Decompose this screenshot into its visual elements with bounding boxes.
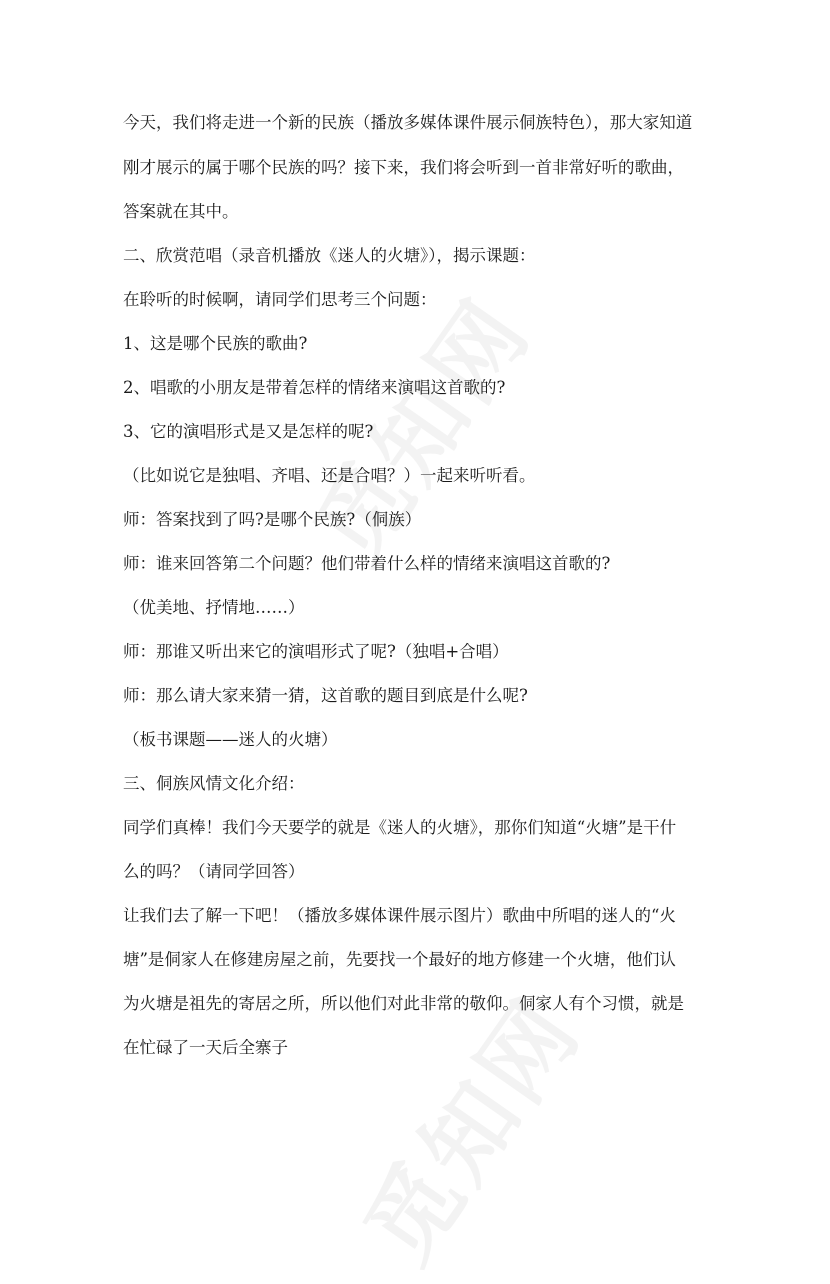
paragraph-line: （板书课题——迷人的火塘） [123,730,338,749]
section-heading: 三、侗族风情文化介绍： [123,774,305,793]
paragraph-line: 塘”是侗家人在修建房屋之前，先要找一个最好的地方修建一个火塘，他们认 [123,950,676,969]
paragraph-line: 在忙碌了一天后全寨子 [123,1038,288,1057]
paragraph-line: 今天，我们将走进一个新的民族（播放多媒体课件展示侗族特色），那大家知道 [123,113,693,132]
paragraph-line: （优美地、抒情地……） [123,598,305,617]
dialogue-line: 师：谁来回答第二个问题？他们带着什么样的情绪来演唱这首歌的? [123,554,611,573]
dialogue-line: 师：那么请大家来猜一猜，这首歌的题目到底是什么呢? [123,686,528,705]
paragraph-line: 在聆听的时候啊，请同学们思考三个问题： [123,290,437,309]
paragraph-line: 么的吗？（请同学回答） [123,862,305,881]
paragraph-line: 同学们真棒！我们今天要学的就是《迷人的火塘》，那你们知道“火塘”是干什 [123,818,677,837]
section-heading: 二、欣赏范唱（录音机播放《迷人的火塘》），揭示课题： [123,246,536,265]
paragraph-line: 让我们去了解一下吧！（播放多媒体课件展示图片）歌曲中所唱的迷人的“火 [123,906,676,925]
dialogue-line: 师：那谁又听出来它的演唱形式了呢?（独唱+合唱） [123,642,509,661]
list-item: 2、唱歌的小朋友是带着怎样的情绪来演唱这首歌的? [123,378,506,397]
paragraph-line: 刚才展示的属于哪个民族的吗？接下来，我们将会听到一首非常好听的歌曲， [123,158,684,177]
dialogue-line: 师：答案找到了吗?是哪个民族?（侗族） [123,510,422,529]
paragraph-line: （比如说它是独唱、齐唱、还是合唱？）一起来听听看。 [123,466,536,485]
list-item: 1、这是哪个民族的歌曲? [123,334,308,353]
paragraph-line: 答案就在其中。 [123,202,239,221]
list-item: 3、它的演唱形式是又是怎样的呢? [123,422,374,441]
paragraph-line: 为火塘是祖先的寄居之所，所以他们对此非常的敬仰。侗家人有个习惯，就是 [123,994,684,1013]
